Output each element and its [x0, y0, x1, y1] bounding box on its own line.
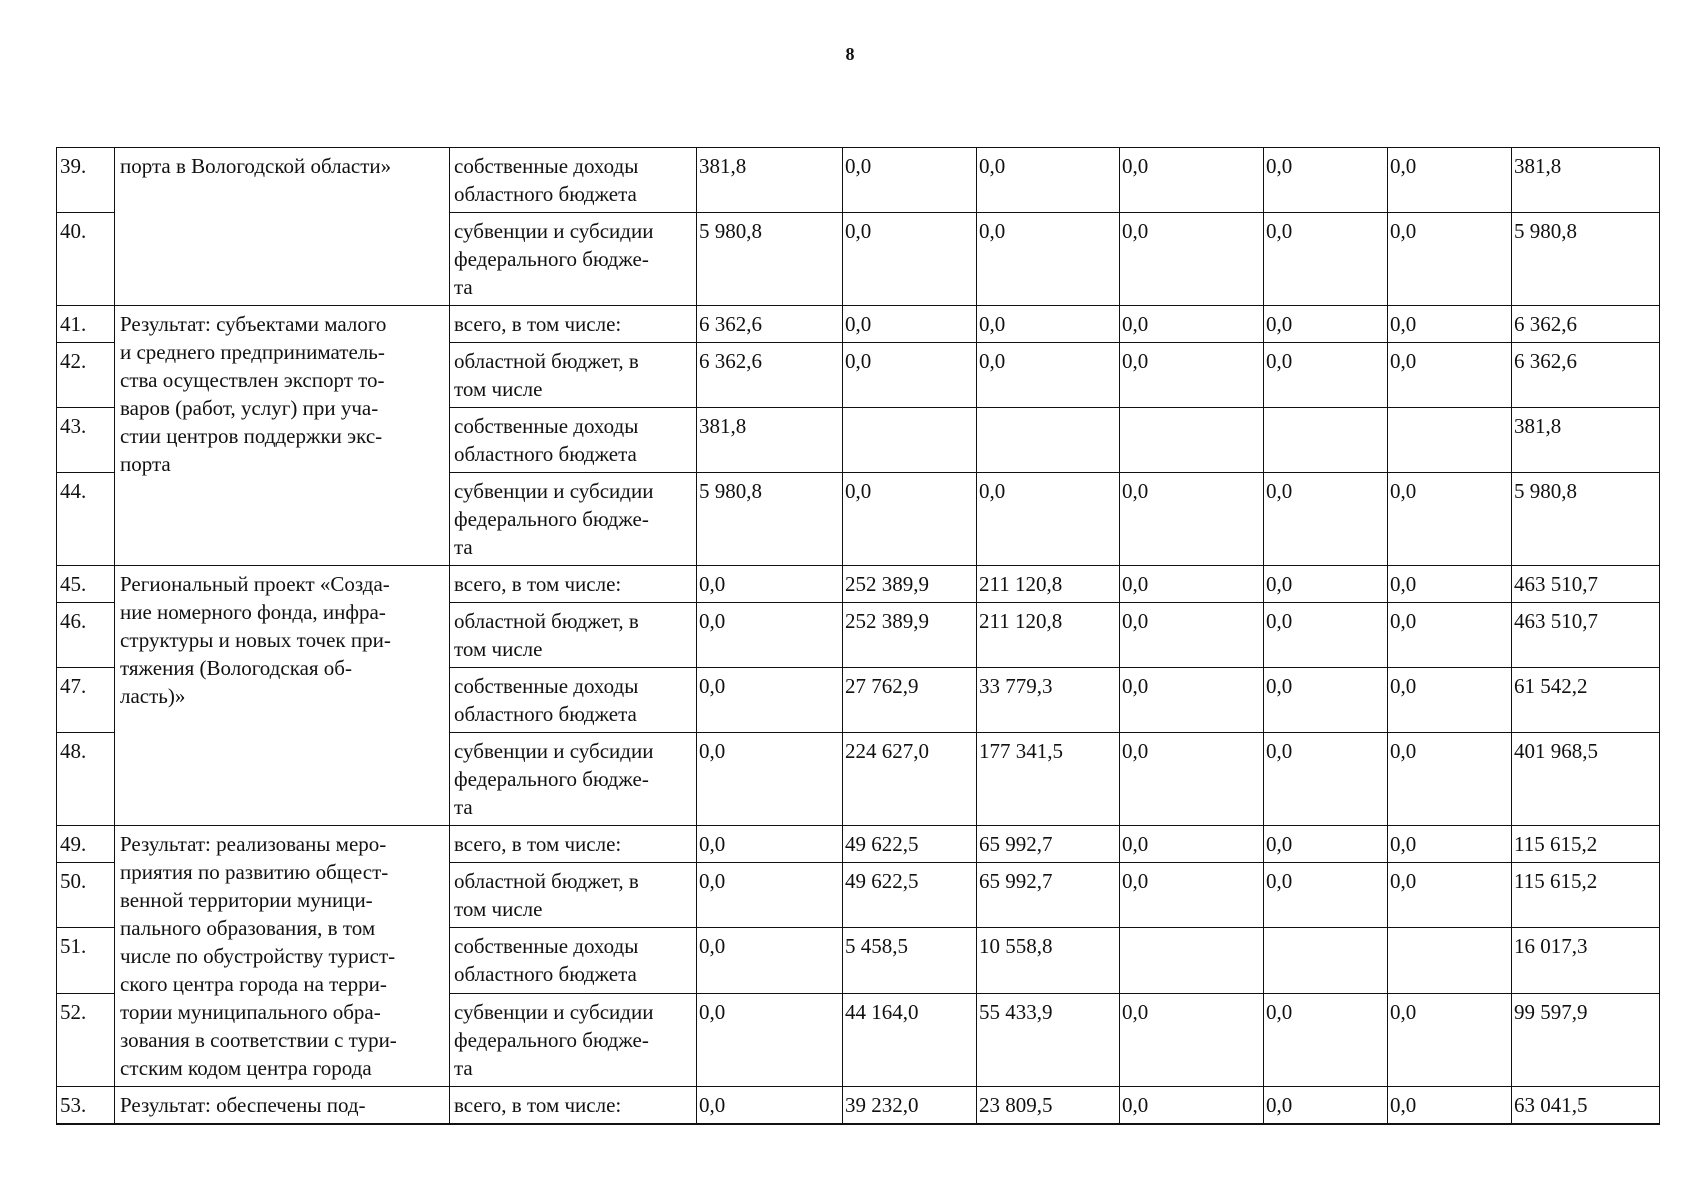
amount-value: 0,0	[697, 566, 843, 603]
amount-value: 23 809,5	[977, 1087, 1120, 1125]
funding-source: собственные доходы областного бюджета	[450, 148, 697, 213]
amount-value: 0,0	[1264, 306, 1388, 343]
table-row	[57, 1087, 1660, 1125]
amount-value: 0,0	[1120, 993, 1264, 1086]
amount-value: 0,0	[977, 306, 1120, 343]
amount-value: 211 120,8	[977, 603, 1120, 668]
total-value: 115 615,2	[1512, 863, 1660, 928]
amount-value: 0,0	[1388, 993, 1512, 1086]
amount-value: 39 232,0	[843, 1087, 977, 1125]
amount-value: 0,0	[1388, 306, 1512, 343]
funding-source: субвенции и субсидии федерального бюдже- та	[450, 993, 697, 1086]
amount-value	[1120, 928, 1264, 993]
amount-value: 0,0	[1264, 733, 1388, 826]
amount-value: 252 389,9	[843, 603, 977, 668]
total-value: 63 041,5	[1512, 1087, 1660, 1125]
funding-source: всего, в том числе:	[450, 306, 697, 343]
amount-value: 0,0	[1388, 733, 1512, 826]
amount-value: 211 120,8	[977, 566, 1120, 603]
amount-value	[977, 408, 1120, 473]
row-number: 51.	[57, 928, 115, 993]
amount-value: 0,0	[1388, 473, 1512, 566]
row-number: 50.	[57, 863, 115, 928]
amount-value: 0,0	[1388, 863, 1512, 928]
total-value: 115 615,2	[1512, 826, 1660, 863]
amount-value: 224 627,0	[843, 733, 977, 826]
amount-value: 252 389,9	[843, 566, 977, 603]
total-value: 381,8	[1512, 148, 1660, 213]
amount-value: 65 992,7	[977, 826, 1120, 863]
row-number: 41.	[57, 306, 115, 343]
table-row	[57, 566, 1660, 603]
amount-value: 0,0	[697, 668, 843, 733]
amount-value: 0,0	[1264, 1087, 1388, 1125]
amount-value: 5 980,8	[697, 213, 843, 306]
amount-value: 33 779,3	[977, 668, 1120, 733]
amount-value: 5 458,5	[843, 928, 977, 993]
amount-value: 0,0	[843, 473, 977, 566]
amount-value: 0,0	[1264, 213, 1388, 306]
funding-source: всего, в том числе:	[450, 1087, 697, 1125]
total-value: 463 510,7	[1512, 566, 1660, 603]
amount-value: 0,0	[977, 343, 1120, 408]
amount-value: 0,0	[977, 473, 1120, 566]
funding-source: собственные доходы областного бюджета	[450, 928, 697, 993]
amount-value: 0,0	[1388, 213, 1512, 306]
amount-value: 177 341,5	[977, 733, 1120, 826]
amount-value: 0,0	[843, 306, 977, 343]
amount-value: 0,0	[1264, 603, 1388, 668]
row-number: 47.	[57, 668, 115, 733]
amount-value: 0,0	[1120, 826, 1264, 863]
amount-value: 381,8	[697, 148, 843, 213]
amount-value: 49 622,5	[843, 863, 977, 928]
amount-value: 0,0	[1120, 733, 1264, 826]
funding-source: областной бюджет, в том числе	[450, 603, 697, 668]
item-description: порта в Вологодской области»	[115, 148, 450, 306]
amount-value: 27 762,9	[843, 668, 977, 733]
amount-value	[843, 408, 977, 473]
total-value: 401 968,5	[1512, 733, 1660, 826]
total-value: 6 362,6	[1512, 343, 1660, 408]
amount-value: 0,0	[1388, 566, 1512, 603]
table-row	[57, 148, 1660, 213]
amount-value: 65 992,7	[977, 863, 1120, 928]
amount-value: 0,0	[1120, 473, 1264, 566]
total-value: 5 980,8	[1512, 473, 1660, 566]
funding-source: собственные доходы областного бюджета	[450, 668, 697, 733]
amount-value: 0,0	[697, 826, 843, 863]
row-number: 48.	[57, 733, 115, 826]
amount-value: 0,0	[1120, 566, 1264, 603]
row-number: 46.	[57, 603, 115, 668]
amount-value: 0,0	[697, 928, 843, 993]
total-value: 5 980,8	[1512, 213, 1660, 306]
row-number: 52.	[57, 993, 115, 1086]
row-number: 39.	[57, 148, 115, 213]
row-number: 49.	[57, 826, 115, 863]
amount-value: 10 558,8	[977, 928, 1120, 993]
amount-value: 0,0	[1264, 826, 1388, 863]
amount-value	[1120, 408, 1264, 473]
amount-value: 0,0	[697, 603, 843, 668]
amount-value: 0,0	[1120, 148, 1264, 213]
amount-value	[1264, 928, 1388, 993]
table-row	[57, 306, 1660, 343]
total-value: 381,8	[1512, 408, 1660, 473]
total-value: 16 017,3	[1512, 928, 1660, 993]
amount-value: 55 433,9	[977, 993, 1120, 1086]
amount-value: 5 980,8	[697, 473, 843, 566]
item-description: Результат: реализованы меро- приятия по развитию общест- венной территории муници- пального образования, в том числе по обустройству турист- ского центра города на терри- тории муниципального обра- зования в соответствии с тури- стским кодом центра города	[115, 826, 450, 1087]
amount-value: 0,0	[1388, 603, 1512, 668]
amount-value: 0,0	[1388, 148, 1512, 213]
amount-value: 0,0	[697, 1087, 843, 1125]
amount-value: 0,0	[1388, 343, 1512, 408]
item-description: Результат: субъектами малого и среднего предприниматель- ства осуществлен экспорт то- варов (работ, услуг) при уча- стии центров поддержки экс- порта	[115, 306, 450, 566]
row-number: 42.	[57, 343, 115, 408]
row-number: 40.	[57, 213, 115, 306]
amount-value: 0,0	[843, 148, 977, 213]
amount-value: 49 622,5	[843, 826, 977, 863]
funding-source: областной бюджет, в том числе	[450, 863, 697, 928]
budget-table	[56, 147, 1660, 1125]
amount-value: 0,0	[1120, 343, 1264, 408]
amount-value: 0,0	[697, 993, 843, 1086]
amount-value: 0,0	[697, 863, 843, 928]
table-body	[57, 148, 1660, 1125]
table-row	[57, 826, 1660, 863]
amount-value: 0,0	[697, 733, 843, 826]
amount-value: 0,0	[1120, 863, 1264, 928]
amount-value: 0,0	[1264, 566, 1388, 603]
total-value: 463 510,7	[1512, 603, 1660, 668]
amount-value: 0,0	[1264, 148, 1388, 213]
amount-value: 0,0	[1388, 826, 1512, 863]
row-number: 53.	[57, 1087, 115, 1125]
amount-value: 0,0	[843, 343, 977, 408]
funding-source: субвенции и субсидии федерального бюдже- та	[450, 213, 697, 306]
total-value: 6 362,6	[1512, 306, 1660, 343]
funding-source: областной бюджет, в том числе	[450, 343, 697, 408]
funding-source: субвенции и субсидии федерального бюдже- та	[450, 473, 697, 566]
amount-value: 0,0	[977, 213, 1120, 306]
amount-value: 0,0	[1388, 1087, 1512, 1125]
total-value: 99 597,9	[1512, 993, 1660, 1086]
page-number: 8	[845, 44, 855, 64]
amount-value: 6 362,6	[697, 343, 843, 408]
amount-value: 0,0	[1120, 1087, 1264, 1125]
amount-value	[1388, 928, 1512, 993]
amount-value: 381,8	[697, 408, 843, 473]
amount-value: 0,0	[1120, 603, 1264, 668]
amount-value: 0,0	[1264, 473, 1388, 566]
amount-value	[1388, 408, 1512, 473]
row-number: 45.	[57, 566, 115, 603]
funding-source: всего, в том числе:	[450, 826, 697, 863]
amount-value: 0,0	[977, 148, 1120, 213]
amount-value: 0,0	[1120, 668, 1264, 733]
funding-source: собственные доходы областного бюджета	[450, 408, 697, 473]
row-number: 44.	[57, 473, 115, 566]
amount-value	[1264, 408, 1388, 473]
item-description: Региональный проект «Созда- ние номерного фонда, инфра- структуры и новых точек при- тяжения (Вологодская об- ласть)»	[115, 566, 450, 826]
amount-value: 0,0	[1120, 306, 1264, 343]
row-number: 43.	[57, 408, 115, 473]
amount-value: 0,0	[1264, 863, 1388, 928]
amount-value: 0,0	[1264, 993, 1388, 1086]
amount-value: 0,0	[843, 213, 977, 306]
funding-source: субвенции и субсидии федерального бюдже- та	[450, 733, 697, 826]
amount-value: 44 164,0	[843, 993, 977, 1086]
total-value: 61 542,2	[1512, 668, 1660, 733]
amount-value: 0,0	[1264, 343, 1388, 408]
amount-value: 0,0	[1264, 668, 1388, 733]
funding-source: всего, в том числе:	[450, 566, 697, 603]
amount-value: 6 362,6	[697, 306, 843, 343]
amount-value: 0,0	[1120, 213, 1264, 306]
amount-value: 0,0	[1388, 668, 1512, 733]
item-description: Результат: обеспечены под-	[115, 1087, 450, 1125]
